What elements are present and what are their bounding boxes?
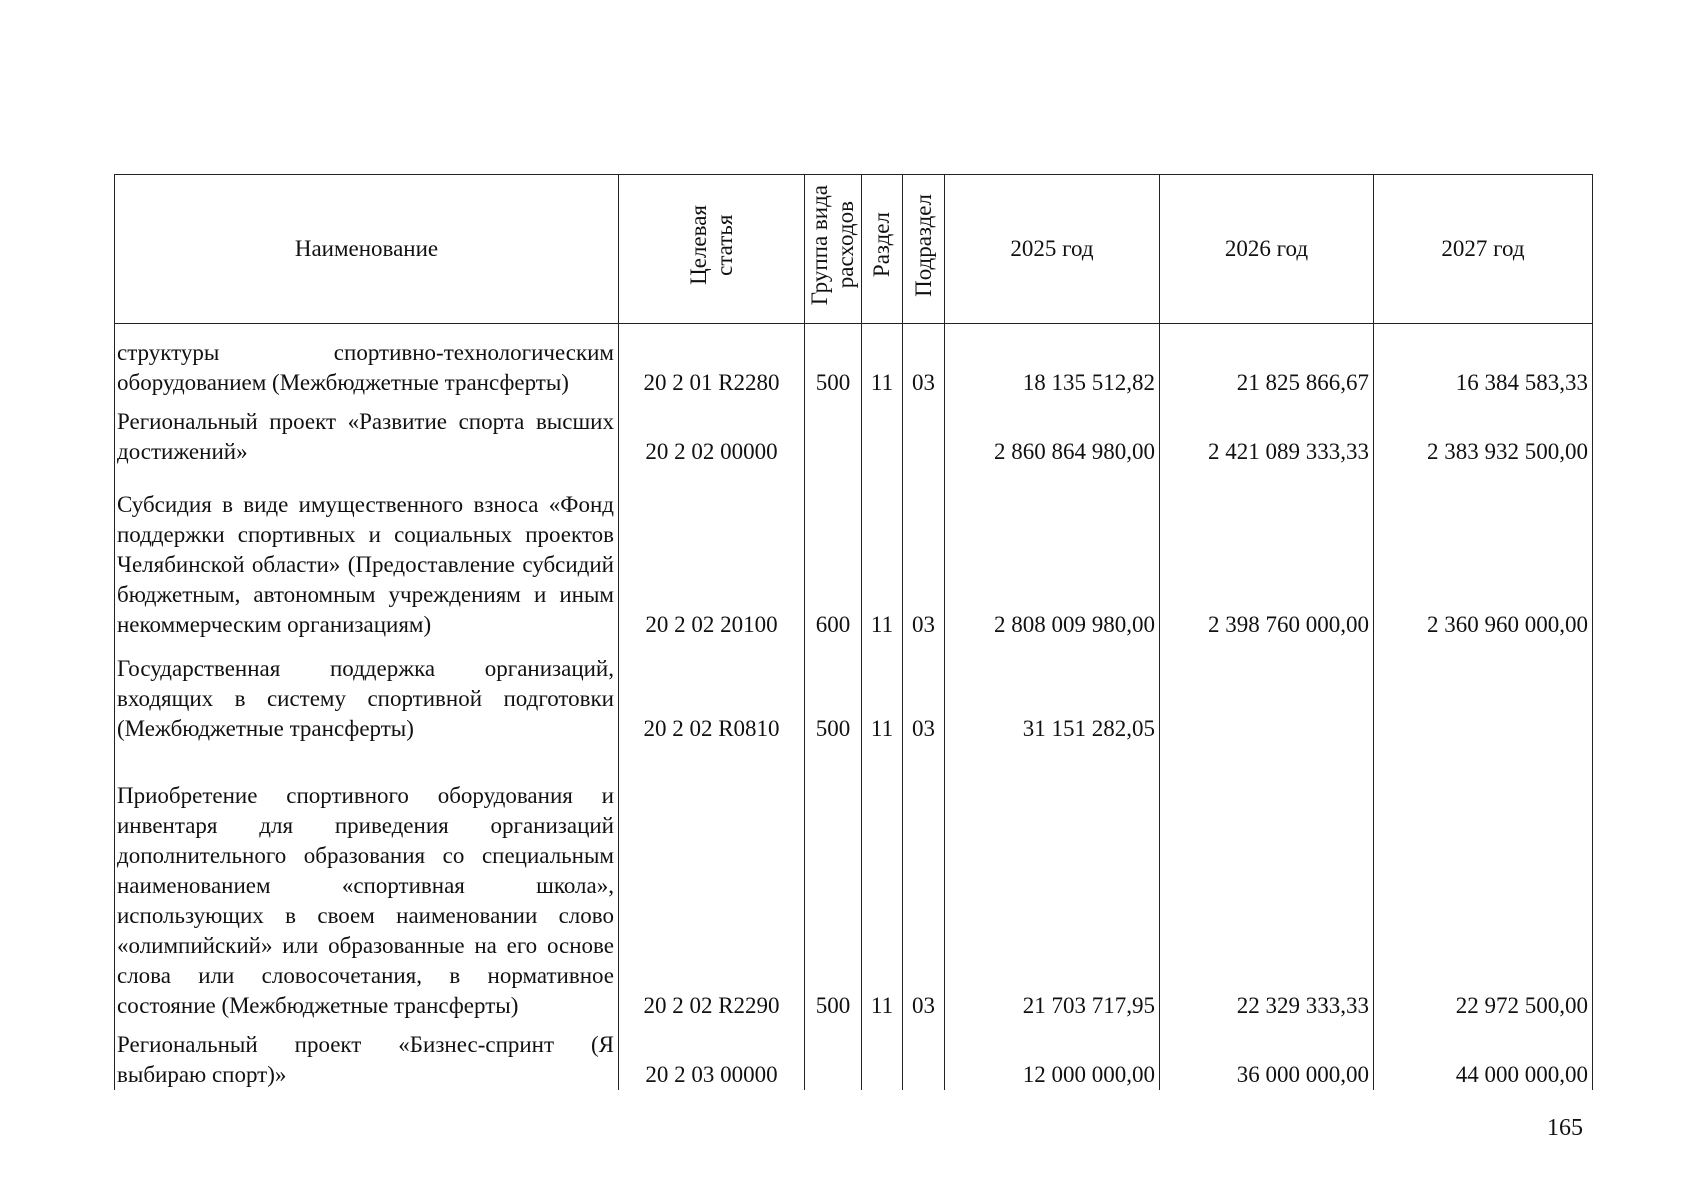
row-amount-2027: 22 972 500,00 — [1374, 744, 1593, 1021]
table-row — [115, 398, 1593, 467]
row-amount-2027 — [1374, 640, 1593, 744]
row-target-article: 20 2 03 00000 — [619, 1021, 805, 1090]
row-amount-2027: 2 360 960 000,00 — [1374, 467, 1593, 640]
row-target-article: 20 2 02 R2290 — [619, 744, 805, 1021]
row-subsection: 03 — [903, 467, 945, 640]
header-target-article: Целевая статья — [619, 175, 805, 324]
row-amount-2027: 2 383 932 500,00 — [1374, 398, 1593, 467]
header-name: Наименование — [115, 175, 619, 324]
row-subsection: 03 — [903, 640, 945, 744]
row-name: Субсидия в виде имущественного взноса «Фонд поддержки спортивных и социальных проектов Челябинской области» (Предоставление субсидий бюджетным, автономным учреждениям и иным некоммерческим организациям) — [115, 467, 619, 640]
row-subsection — [903, 1021, 945, 1090]
row-expense-group — [805, 1021, 862, 1090]
header-section: Раздел — [862, 175, 903, 324]
row-section — [862, 1021, 903, 1090]
header-expense-group: Группа вида расходов — [805, 175, 862, 324]
row-subsection — [903, 398, 945, 467]
row-amount-2026: 21 825 866,67 — [1160, 324, 1374, 398]
row-section: 11 — [862, 744, 903, 1021]
row-amount-2025: 18 135 512,82 — [945, 324, 1160, 398]
row-amount-2025: 12 000 000,00 — [945, 1021, 1160, 1090]
row-amount-2026 — [1160, 640, 1374, 744]
row-section — [862, 398, 903, 467]
row-amount-2025: 2 808 009 980,00 — [945, 467, 1160, 640]
header-2026: 2026 год — [1160, 175, 1374, 324]
row-subsection: 03 — [903, 324, 945, 398]
header-subsection: Подраздел — [903, 175, 945, 324]
row-name: структуры спортивно-технологическим оборудованием (Межбюджетные трансферты) — [115, 324, 619, 398]
row-amount-2025: 21 703 717,95 — [945, 744, 1160, 1021]
table-row — [115, 744, 1593, 1021]
row-amount-2026: 2 421 089 333,33 — [1160, 398, 1374, 467]
table-row — [115, 1021, 1593, 1090]
row-amount-2026: 2 398 760 000,00 — [1160, 467, 1374, 640]
row-section: 11 — [862, 467, 903, 640]
row-name: Региональный проект «Бизнес-спринт (Я выбираю спорт)» — [115, 1021, 619, 1090]
row-target-article: 20 2 01 R2280 — [619, 324, 805, 398]
row-target-article: 20 2 02 00000 — [619, 398, 805, 467]
row-subsection: 03 — [903, 744, 945, 1021]
row-amount-2026: 22 329 333,33 — [1160, 744, 1374, 1021]
row-amount-2027: 44 000 000,00 — [1374, 1021, 1593, 1090]
header-2027: 2027 год — [1374, 175, 1593, 324]
table-row — [115, 640, 1593, 744]
row-section: 11 — [862, 640, 903, 744]
table-row — [115, 324, 1593, 398]
row-expense-group: 500 — [805, 744, 862, 1021]
row-amount-2026: 36 000 000,00 — [1160, 1021, 1374, 1090]
row-amount-2025: 31 151 282,05 — [945, 640, 1160, 744]
row-expense-group: 500 — [805, 324, 862, 398]
row-amount-2027: 16 384 583,33 — [1374, 324, 1593, 398]
row-name: Региональный проект «Развитие спорта высших достижений» — [115, 398, 619, 467]
header-row — [115, 175, 1593, 324]
page-number: 165 — [1547, 1115, 1583, 1141]
row-expense-group: 600 — [805, 467, 862, 640]
row-target-article: 20 2 02 R0810 — [619, 640, 805, 744]
row-name: Приобретение спортивного оборудования и инвентаря для приведения организаций дополнительного образования со специальным наименованием «спортивная школа», использующих в своем наименовании слово «олимпийский» или образованные на его основе слова или словосочетания, в нормативное состояние (Межбюджетные трансферты) — [115, 744, 619, 1021]
header-2025: 2025 год — [945, 175, 1160, 324]
budget-table — [114, 174, 1593, 1090]
row-name: Государственная поддержка организаций, входящих в систему спортивной подготовки (Межбюджетные трансферты) — [115, 640, 619, 744]
row-expense-group — [805, 398, 862, 467]
row-section: 11 — [862, 324, 903, 398]
row-target-article: 20 2 02 20100 — [619, 467, 805, 640]
row-amount-2025: 2 860 864 980,00 — [945, 398, 1160, 467]
row-expense-group: 500 — [805, 640, 862, 744]
table-row — [115, 467, 1593, 640]
